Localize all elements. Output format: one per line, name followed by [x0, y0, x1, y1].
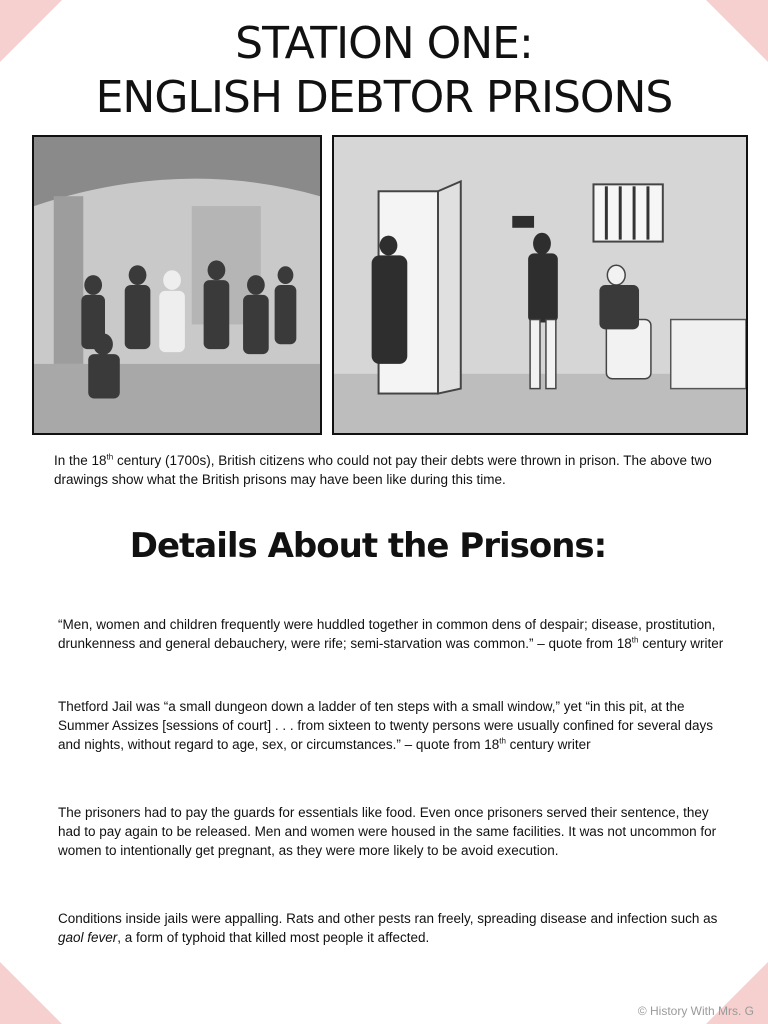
prisoner-payment-paragraph: The prisoners had to pay the guards for essentials like food. Even once prisoners served their sentence, they had to pay again to be released. Men and women were housed in the same facilities. It was not uncommon for women to intentionally get pregnant, as they were more likely to be avoid execution.	[58, 805, 717, 858]
prison-cell-illustration	[332, 135, 748, 435]
conditions-paragraph: Conditions inside jails were appalling. Rats and other pests ran freely, spreading disease and infection such as gaol fever, a form of typhoid that killed most people it affected.	[58, 911, 718, 945]
prison-crowd-illustration	[32, 135, 322, 435]
corner-decoration-bottom-left	[0, 962, 62, 1024]
page-title-line-1: STATION ONE:	[235, 18, 533, 69]
section-heading: Details About the Prisons:	[129, 526, 607, 566]
quote-paragraph-1: “Men, women and children frequently were huddled together in common dens of despair; disease, prostitution, drunkenness and general debauchery, were rife; semi-starvation was common.” – quote from 18th century writer	[58, 617, 724, 651]
page-title-line-2: ENGLISH DEBTOR PRISONS	[95, 72, 673, 123]
copyright-credit: © History With Mrs. G	[637, 1004, 754, 1018]
intro-paragraph: In the 18th century (1700s), British citizens who could not pay their debts were thrown in prison. The above two drawings show what the British prisons may have been like during this time.	[54, 452, 712, 487]
thetford-jail-paragraph: Thetford Jail was “a small dungeon down a ladder of ten steps with a small window,” yet “in this pit, at the Summer Assizes [sessions of court] . . . from sixteen to twenty persons were usually confined for several days and nights, without regard to age, sex, or circumstances.” – quote from 18th century writer	[58, 699, 714, 752]
